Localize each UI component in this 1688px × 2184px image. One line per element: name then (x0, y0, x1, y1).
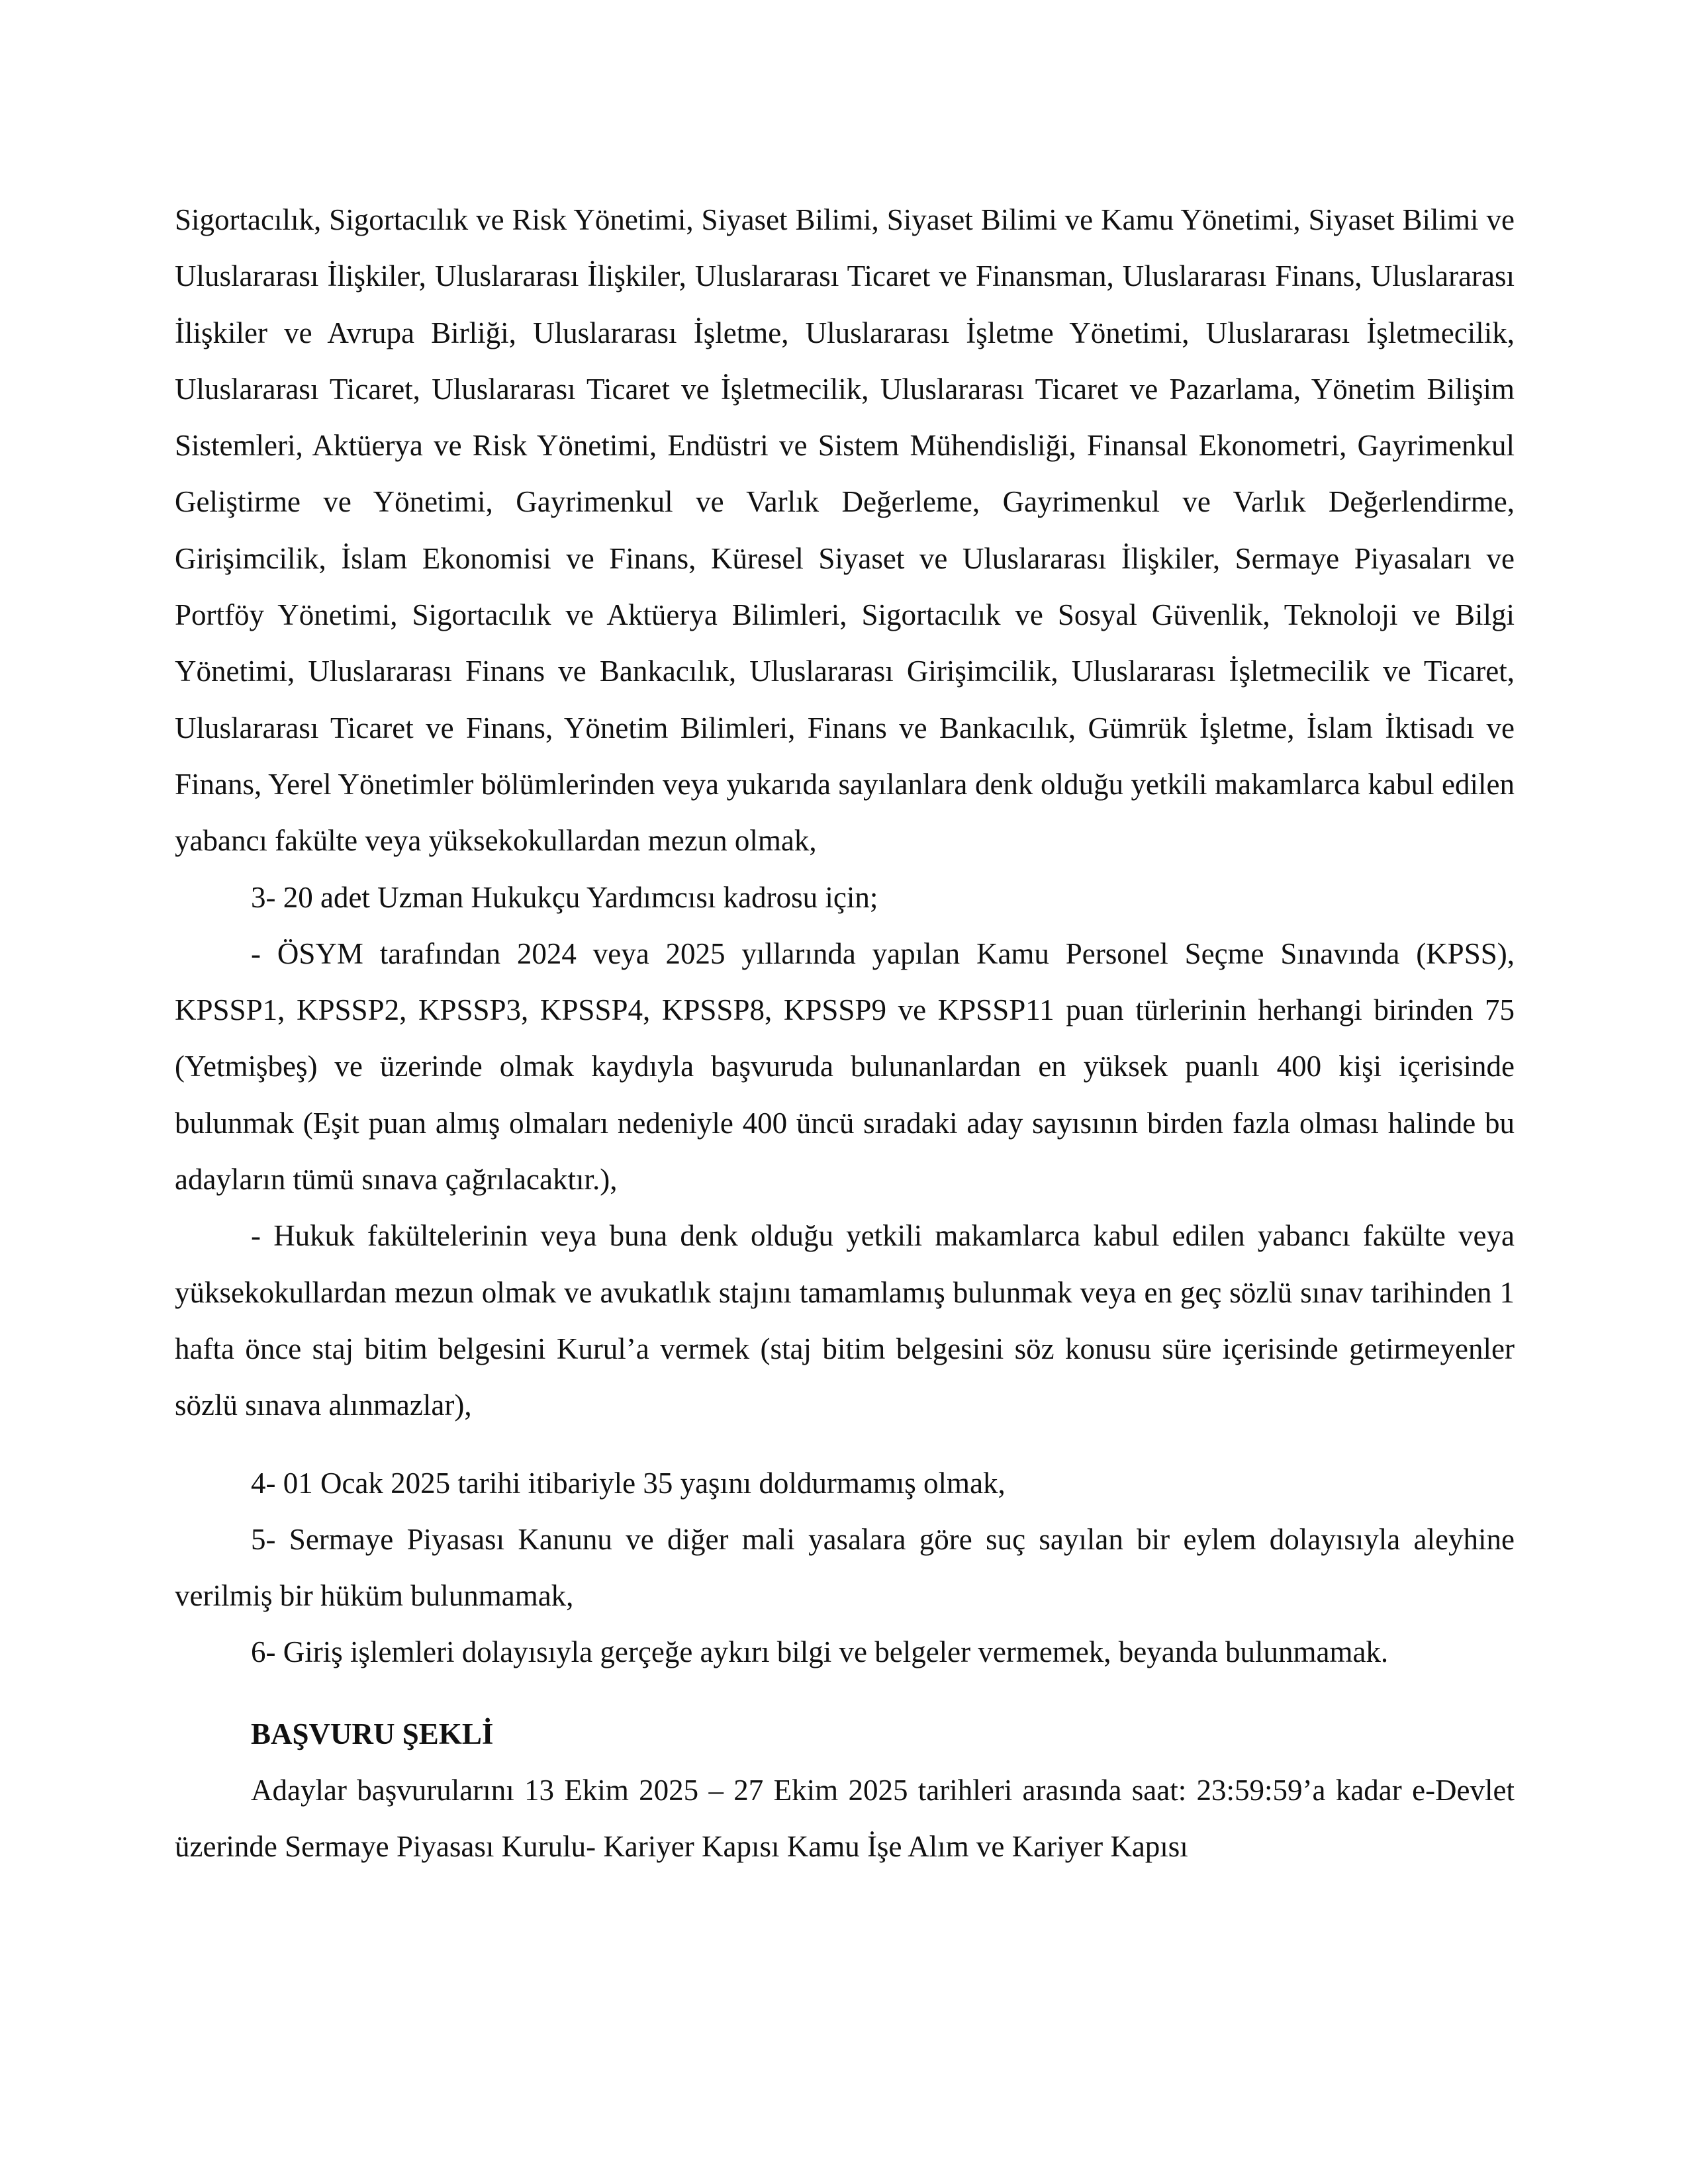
paragraph-item-3-kpss: - ÖSYM tarafından 2024 veya 2025 yıllarında yapılan Kamu Personel Seçme Sınavında (KPSS), KPSSP1, KPSSP2, KPSSP3, KPSSP4, KPSSP8, KPSSP9 ve KPSSP11 puan türlerinin herhangi birinden 75 (Yetmişbeş) ve üzerinde olmak kaydıyla başvuruda bulunanlardan en yüksek puanlı 400 kişi içerisinde bulunmak (Eşit puan almış olmaları nedeniyle 400 üncü sıradaki aday sayısının birden fazla olması halinde bu adayların tümü sınava çağrılacaktır.), (175, 936, 1515, 1197)
paragraph-item-6: 6- Giriş işlemleri dolayısıyla gerçeğe aykırı bilgi ve belgeler vermemek, beyanda bulunmamak. (251, 1635, 1389, 1669)
paragraph-item-3-law: - Hukuk fakültelerinin veya buna denk olduğu yetkili makamlarca kabul edilen yabancı fakülte veya yüksekokullardan mezun olmak ve avukatlık stajını tamamlamış bulunmak veya en geç sözlü sınav tarihinden 1 hafta önce staj bitim belgesini Kurul’a vermek (staj bitim belgesini söz konusu süre içerisinde getirmeyenler sözlü sınava alınmazlar), (175, 1219, 1515, 1422)
paragraph-item-5: 5- Sermaye Piyasası Kanunu ve diğer mali yasalara göre suç sayılan bir eylem dolayısıyla aleyhine verilmiş bir hüküm bulunmamak, (175, 1522, 1515, 1613)
section-heading-basvuru: BAŞVURU ŞEKLİ (251, 1717, 494, 1751)
paragraph-item-3-title: 3- 20 adet Uzman Hukukçu Yardımcısı kadrosu için; (251, 880, 878, 914)
document-page (175, 192, 1515, 1876)
paragraph-department-list: Sigortacılık, Sigortacılık ve Risk Yönetimi, Siyaset Bilimi, Siyaset Bilimi ve Kamu Yönetimi, Siyaset Bilimi ve Uluslararası İlişkiler, Uluslararası İlişkiler, Uluslararası Ticaret ve Finansman, Uluslararası Finans, Uluslararası İlişkiler ve Avrupa Birliği, Uluslararası İşletme, Uluslararası İşletme Yönetimi, Uluslararası İşletmecilik, Uluslararası Ticaret, Uluslararası Ticaret ve İşletmecilik, Uluslararası Ticaret ve Pazarlama, Yönetim Bilişim Sistemleri, Aktüerya ve Risk Yönetimi, Endüstri ve Sistem Mühendisliği, Finansal Ekonometri, Gayrimenkul Geliştirme ve Yönetimi, Gayrimenkul ve Varlık Değerleme, Gayrimenkul ve Varlık Değerlendirme, Girişimcilik, İslam Ekonomisi ve Finans, Küresel Siyaset ve Uluslararası İlişkiler, Sermaye Piyasaları ve Portföy Yönetimi, Sigortacılık ve Aktüerya Bilimleri, Sigortacılık ve Sosyal Güvenlik, Teknoloji ve Bilgi Yönetimi, Uluslararası Finans ve Bankacılık, Uluslararası Girişimcilik, Uluslararası İşletmecilik ve Ticaret, Uluslararası Ticaret ve Finans, Yönetim Bilimleri, Finans ve Bankacılık, Gümrük İşletme, İslam İktisadı ve Finans, Yerel Yönetimler bölümlerinden veya yukarıda sayılanlara denk olduğu yetkili makamlarca kabul edilen yabancı fakülte veya yüksekokullardan mezun olmak, (175, 203, 1515, 858)
paragraph-basvuru: Adaylar başvurularını 13 Ekim 2025 – 27 Ekim 2025 tarihleri arasında saat: 23:59:59’a kadar e-Devlet üzerinde Sermaye Piyasası Kurulu- Kariyer Kapısı Kamu İşe Alım ve Kariyer Kapısı (175, 1774, 1515, 1864)
paragraph-item-4: 4- 01 Ocak 2025 tarihi itibariyle 35 yaşını doldurmamış olmak, (251, 1466, 1006, 1500)
